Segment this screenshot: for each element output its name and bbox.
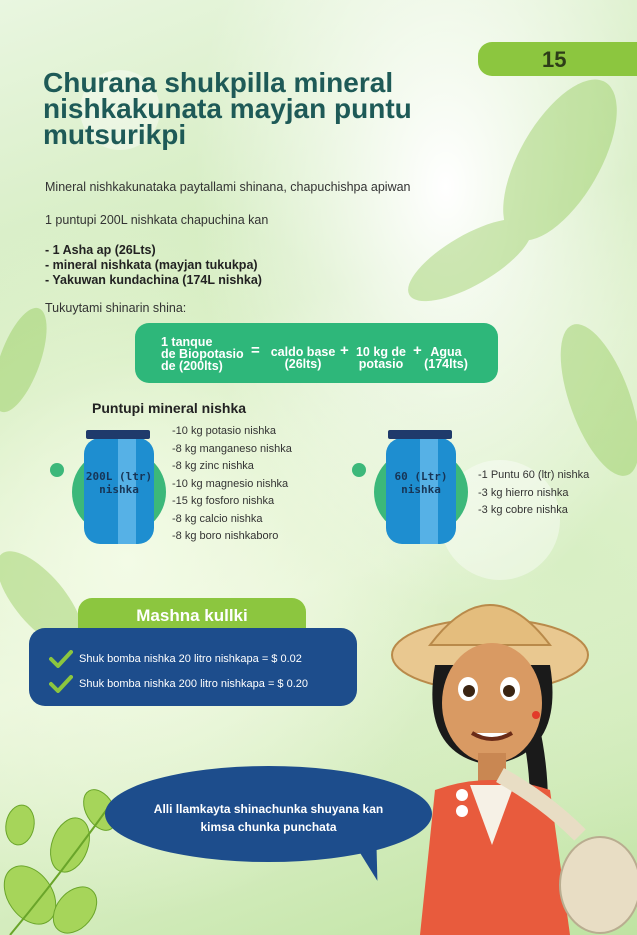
formula-text: 1 tanque [161,335,213,349]
mineral-section-title: Puntupi mineral nishka [92,400,247,416]
list-item: -8 kg boro nishkaboro [172,530,279,542]
list-item: -3 kg cobre nishka [478,504,568,516]
formula-text: (26lts) [284,357,322,371]
cost-box [29,628,357,706]
formula-operator: + [413,342,422,359]
speech-bubble [105,766,432,862]
list-item: -8 kg zinc nishka [172,460,254,472]
barrel-200l-label [80,470,158,496]
list-item: -8 kg manganeso nishka [172,442,292,455]
barrel-lid [388,430,452,439]
intro-line: 1 puntupi 200L nishkata chapuchina kan [45,213,269,227]
barrel-lid [86,430,150,439]
list-item: -8 kg calcio nishka [172,512,263,525]
speech-text: Alli llamkayta shinachunka shuyana kan [153,802,384,816]
list-item: -15 kg fosforo nishka [172,495,275,507]
cost-text: Shuk bomba nishka 200 litro nishkapa = $ 0.20 [79,678,309,690]
formula-text: caldo base [270,345,336,359]
checkmark-icon [49,675,73,693]
formula-term-agua [423,346,469,370]
list-item: -1 Puntu 60 (ltr) nishka [478,469,590,481]
barrel-label-line: 200L (ltr) [85,470,153,483]
page-number-tab [478,42,637,76]
page-title: Churana shukpilla mineral nishkakunata mayjan puntu mutsurikpi [43,67,412,150]
cost-row [49,674,308,694]
list-item: -10 kg magnesio nishka [172,477,289,490]
ingredient-item: - mineral nishkata (mayjan tukukpa) [45,258,258,272]
formula-operator: + [340,342,349,359]
formula-text: Agua [430,345,462,359]
page-number: 15 [542,47,567,72]
ingredient-item: - 1 Asha ap (26Lts) [45,243,156,257]
formula-box [135,323,498,383]
barrel-200l-minerals [172,423,292,546]
ingredients-list [45,243,262,288]
woman-farmer-illustration [380,585,637,935]
barrel-label-line: 60 (Ltr) [394,470,448,483]
barrel-label-line: nishka [401,483,441,496]
formula-term-tank [161,336,244,372]
formula-text: 10 kg de [355,345,407,359]
checkmark-icon [49,650,73,668]
formula-term-potasio [351,346,411,370]
bullet-dot [352,463,366,477]
subtitle: Mineral nishkakunataka paytallami shinana, chapuchishpa apiwan [45,180,411,194]
speech-text: kimsa chunka punchata [200,820,337,834]
how-to-label: Tukuytami shinarin shina: [45,301,187,315]
ingredient-item: - Yakuwan kundachina (174L nishka) [45,273,262,287]
cost-row [49,649,302,669]
barrel-60l-minerals [478,467,589,520]
formula-text: de (200lts) [161,359,223,373]
cost-text: Shuk bomba nishka 20 litro nishkapa = $ 0.02 [79,653,302,665]
list-item: -3 kg hierro nishka [478,486,569,499]
cost-section-title: Mashna kullki [78,598,306,634]
barrel-label-line: nishka [99,483,139,496]
formula-text: (174lts) [424,357,468,371]
formula-operator: = [251,342,260,359]
formula-text: de Biopotasio [161,347,244,361]
list-item: -10 kg potasio nishka [172,425,276,437]
formula-term-caldo [267,346,339,370]
bullet-dot [50,463,64,477]
formula-text: potasio [358,357,404,371]
barrel-60l-label [382,470,460,496]
